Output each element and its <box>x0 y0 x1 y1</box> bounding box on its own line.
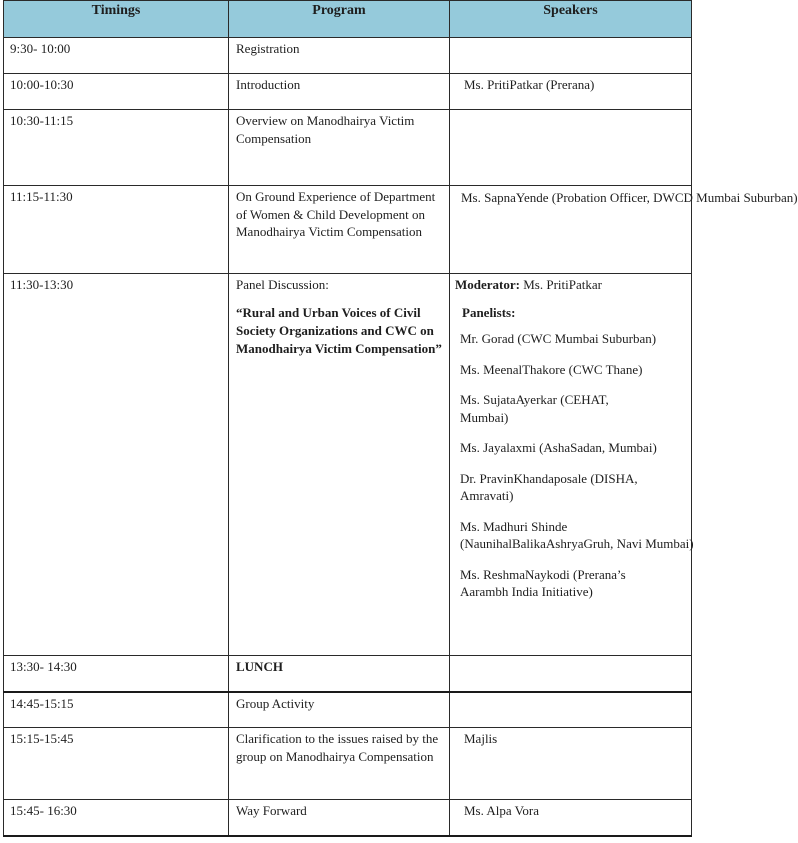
speaker-cell <box>450 692 692 728</box>
table-row <box>4 274 692 656</box>
program-cell: Introduction <box>229 74 450 110</box>
panelist-item: Ms. ReshmaNaykodi (Prerana’s Aarambh India Initiative) <box>460 566 626 599</box>
speaker-cell: Majlis <box>450 728 692 800</box>
panelist-item: Ms. MeenalThakore (CWC Thane) <box>460 361 643 377</box>
program-cell: Clarification to the issues raised by the group on Manodhairya Compensation <box>229 728 450 800</box>
panelist-item: Dr. PravinKhandaposale (DISHA, Amravati) <box>460 470 638 503</box>
program-cell <box>229 274 450 656</box>
speaker-cell <box>450 274 692 656</box>
panelists-label: Panelists: <box>462 304 516 320</box>
moderator-label: Moderator: <box>455 277 520 292</box>
agenda-document <box>3 0 798 837</box>
speaker-cell <box>450 186 798 274</box>
table-row <box>4 186 692 274</box>
time-cell: 10:00-10:30 <box>4 74 229 110</box>
speaker-cell: Ms. PritiPatkar (Prerana) <box>450 74 692 110</box>
speaker-cell: Ms. Alpa Vora <box>450 800 692 836</box>
speaker-cell <box>450 38 692 74</box>
moderator-name: Ms. PritiPatkar <box>519 277 602 292</box>
time-cell: 11:15-11:30 <box>4 186 229 274</box>
moderator-line <box>455 276 691 294</box>
table-row <box>4 74 692 110</box>
time-cell: 13:30- 14:30 <box>4 656 229 692</box>
time-cell: 15:15-15:45 <box>4 728 229 800</box>
header-timings: Timings <box>4 1 229 38</box>
program-cell: Group Activity <box>229 692 450 728</box>
time-cell: 11:30-13:30 <box>4 274 229 656</box>
speaker-cell <box>450 110 692 186</box>
time-cell: 9:30- 10:00 <box>4 38 229 74</box>
table-row <box>4 800 692 836</box>
program-cell: Way Forward <box>229 800 450 836</box>
header-program: Program <box>229 1 450 38</box>
agenda-table <box>3 0 798 837</box>
table-header-row <box>4 1 692 38</box>
table-row <box>4 110 692 186</box>
table-row <box>4 728 692 800</box>
time-cell: 15:45- 16:30 <box>4 800 229 836</box>
panelist-item: Ms. SujataAyerkar (CEHAT, Mumbai) <box>460 392 609 425</box>
program-cell: LUNCH <box>229 656 450 692</box>
panel-discussion-title: “Rural and Urban Voices of Civil Society Organizations and CWC on Manodhairya Victim Compensation” <box>236 304 442 356</box>
panel-discussion-label: Panel Discussion: <box>236 277 329 292</box>
speaker-cell <box>450 656 692 692</box>
panelist-item: Ms. Jayalaxmi (AshaSadan, Mumbai) <box>460 440 657 455</box>
table-row <box>4 38 692 74</box>
speaker-text: Ms. SapnaYende (Probation Officer, DWCD Mumbai Suburban) <box>461 190 798 205</box>
time-cell: 10:30-11:15 <box>4 110 229 186</box>
program-cell: Registration <box>229 38 450 74</box>
table-row <box>4 692 692 728</box>
table-row <box>4 656 692 692</box>
program-cell: Overview on Manodhairya Victim Compensation <box>229 110 450 186</box>
panelist-item: Ms. Madhuri Shinde (NaunihalBalikaAshryaGruh, Navi Mumbai) <box>460 518 694 551</box>
time-cell: 14:45-15:15 <box>4 692 229 728</box>
panelist-item: Mr. Gorad (CWC Mumbai Suburban) <box>460 331 657 346</box>
header-speakers: Speakers <box>450 1 692 38</box>
program-cell: On Ground Experience of Department of Women & Child Development on Manodhairya Victim Compensation <box>229 186 450 274</box>
